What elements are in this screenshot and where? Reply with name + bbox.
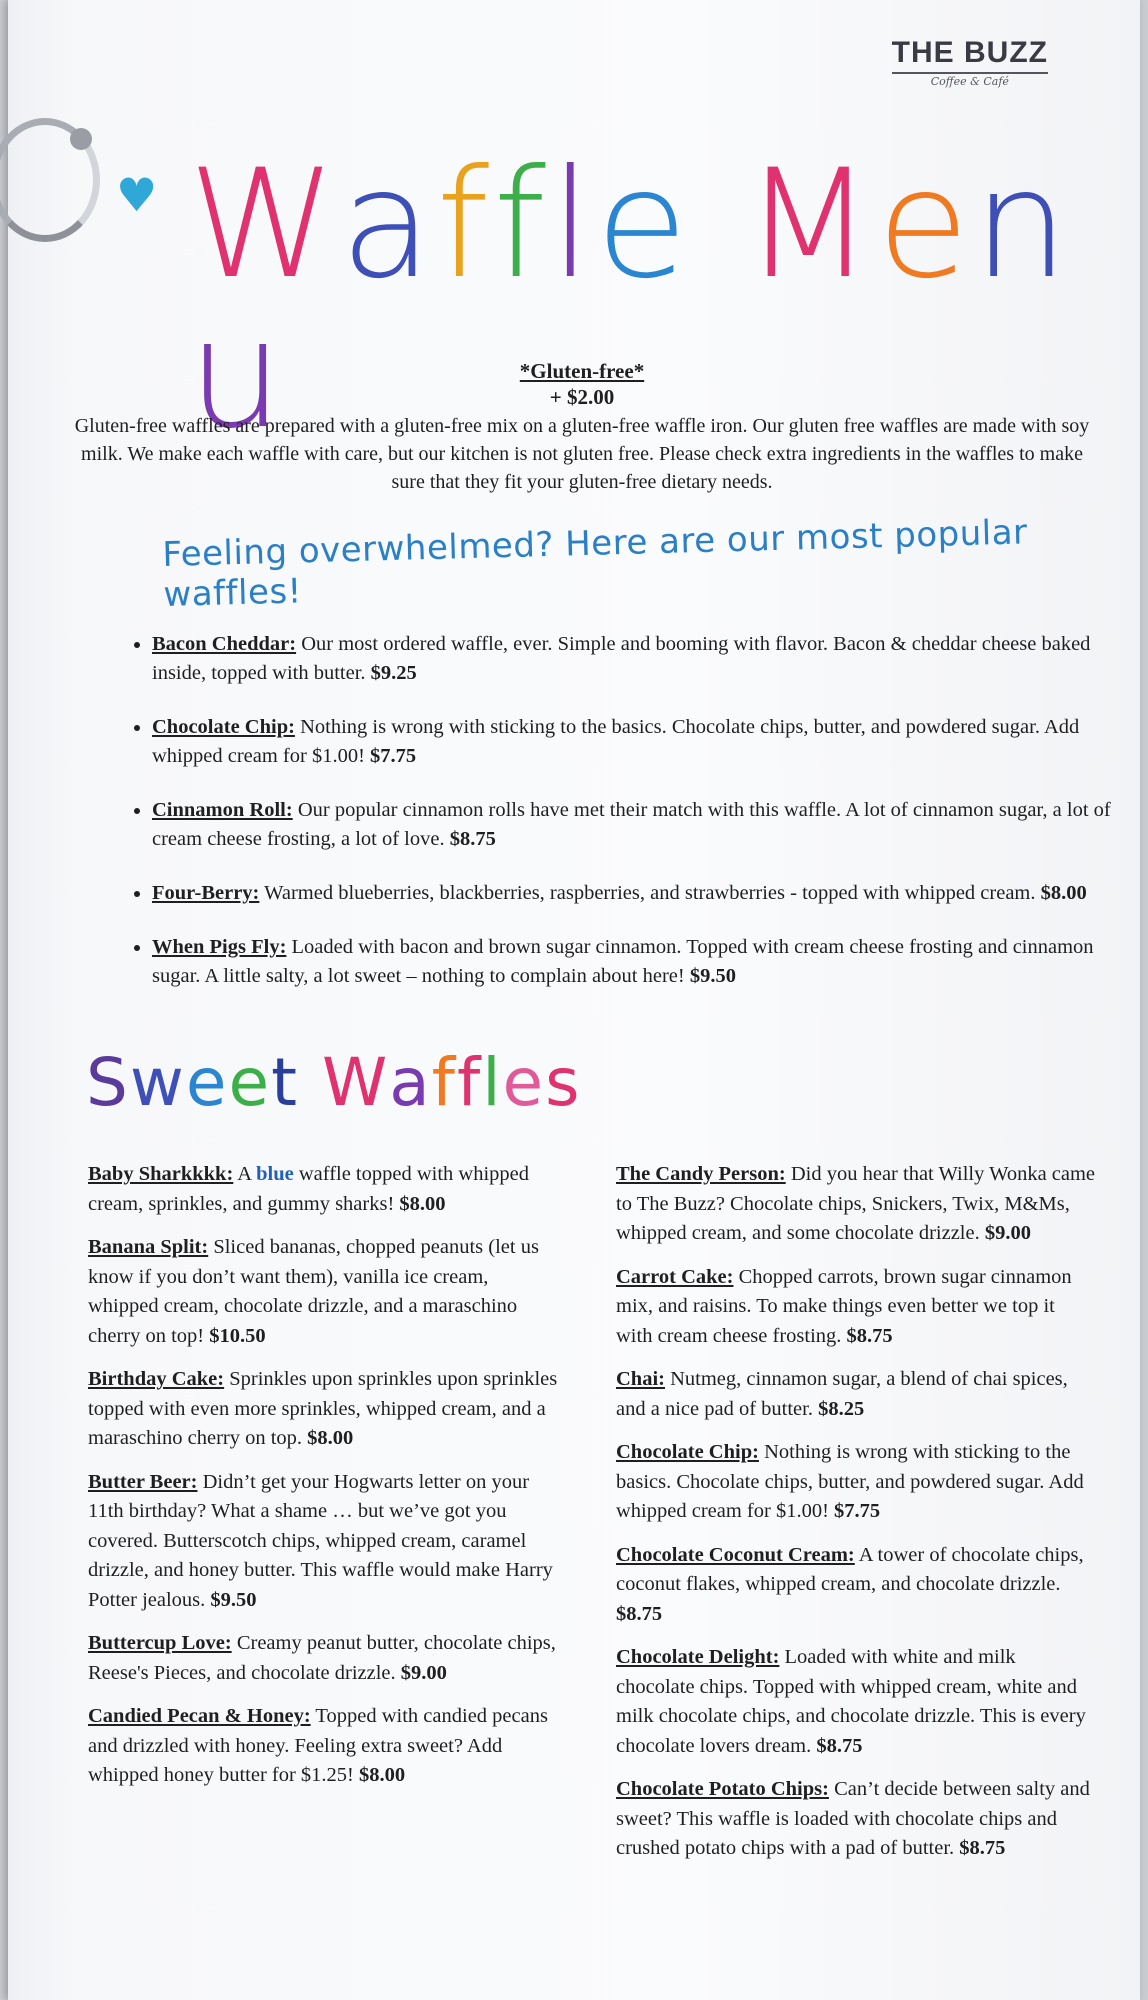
title-letter: a <box>340 138 437 312</box>
item-price: $7.75 <box>834 1500 881 1522</box>
item-name: Chocolate Coconut Cream: <box>616 1543 855 1566</box>
list-item <box>152 879 1142 908</box>
item-description: Our popular cinnamon rolls have met their match with this waffle. A lot of cinnamon sugar, a lot of cream cheese frosting, a lot of love. <box>152 799 1111 850</box>
menu-item <box>88 1233 558 1351</box>
item-description: Creamy peanut butter, chocolate chips, Reese's Pieces, and chocolate drizzle. <box>88 1632 556 1684</box>
logo-main-text: THE BUZZ <box>891 36 1048 69</box>
item-price: $8.75 <box>816 1734 863 1757</box>
item-price: $9.50 <box>210 1588 257 1611</box>
item-name: Chai: <box>616 1368 665 1390</box>
title-letter: e <box>595 138 692 312</box>
punch-hole <box>70 128 92 150</box>
cafe-logo <box>892 36 1048 88</box>
title-letter: l <box>549 138 596 312</box>
menu-item <box>88 1702 558 1791</box>
item-name: Four-Berry: <box>152 882 260 904</box>
item-price: $7.75 <box>370 745 417 767</box>
item-description: Nothing is wrong with sticking to the basics. Chocolate chips, butter, and powdered sugar. Add whipped cream for $1.00! <box>616 1441 1084 1522</box>
item-description: A <box>233 1163 257 1185</box>
item-description: Chopped carrots, brown sugar cinnamon mix, and raisins. To make things even better we top it with cream cheese frosting. <box>616 1265 1072 1347</box>
title-letter <box>692 150 744 300</box>
item-price: $8.75 <box>616 1602 663 1625</box>
item-name: Chocolate Delight: <box>616 1646 780 1668</box>
item-name: When Pigs Fly: <box>152 936 287 958</box>
item-price: $8.00 <box>399 1192 446 1215</box>
sweet-title-letter: S <box>86 1044 130 1121</box>
sweet-title-letter: e <box>502 1044 546 1121</box>
menu-item <box>616 1775 1096 1864</box>
menu-item <box>88 1468 558 1616</box>
sweet-title-letter: t <box>271 1044 299 1121</box>
sweet-title-letter: a <box>389 1044 432 1121</box>
gluten-free-section <box>8 358 1148 496</box>
sweet-title-letter: f <box>456 1044 483 1121</box>
item-description: Did you hear that Willy Wonka came to The Buzz? Chocolate chips, Snickers, Twix, M&Ms, whipped cream, and some chocolate drizzle. <box>616 1163 1096 1244</box>
item-price: $9.00 <box>400 1661 447 1684</box>
item-description: Sprinkles upon sprinkles upon sprinkles topped with even more sprinkles, whipped cream, and a maraschino cherry on top. <box>88 1368 558 1449</box>
item-name: Birthday Cake: <box>88 1368 225 1390</box>
item-price: $8.75 <box>846 1324 893 1347</box>
item-description: Can’t decide between salty and sweet? This waffle is loaded with chocolate chips and crushed potato chips with a pad of butter. <box>616 1778 1090 1859</box>
menu-item <box>616 1643 1096 1761</box>
item-name: Candied Pecan & Honey: <box>88 1705 311 1727</box>
sweet-title-letter <box>299 1050 322 1116</box>
title-letter: M <box>743 138 877 312</box>
menu-item <box>616 1438 1096 1527</box>
menu-page <box>8 0 1140 2000</box>
item-name: Buttercup Love: <box>88 1632 232 1654</box>
list-item <box>152 713 1142 771</box>
list-item <box>152 933 1142 991</box>
item-description: Our most ordered waffle, ever. Simple and booming with flavor. Bacon & cheddar cheese baked inside, topped with butter. <box>152 633 1091 684</box>
heart-icon: ♥ <box>116 168 158 222</box>
item-name: Chocolate Chip: <box>152 716 295 738</box>
sweet-title-letter: f <box>431 1044 457 1121</box>
title-letter: f <box>493 138 550 312</box>
sweet-title-letter: w <box>129 1044 186 1121</box>
item-price: $9.00 <box>984 1222 1031 1244</box>
item-description: Didn’t get your Hogwarts letter on your 11th birthday? What a shame … but we’ve got you covered. Butterscotch chips, whipped cream, caramel drizzle, and honey butter. This waffle would make Harry Potter jealous. <box>88 1470 553 1611</box>
menu-item <box>88 1160 558 1219</box>
sweet-title-letter: s <box>545 1044 582 1121</box>
menu-item <box>88 1365 558 1454</box>
sweet-title-letter: W <box>321 1044 390 1121</box>
menu-item <box>616 1365 1096 1424</box>
item-name: Baby Sharkkkk: <box>88 1163 234 1185</box>
menu-item <box>616 1541 1096 1630</box>
menu-item <box>616 1160 1096 1249</box>
sweet-waffles-left-column <box>88 1160 558 1805</box>
item-name: Chocolate Potato Chips: <box>616 1778 829 1800</box>
item-description: Warmed blueberries, blackberries, raspberries, and strawberries - topped with whipped cream. <box>259 882 1041 904</box>
item-description: Loaded with white and milk chocolate chips. Topped with whipped cream, white and milk chocolate chips, and chocolate drizzle. This is every chocolate lovers dream. <box>616 1646 1086 1757</box>
item-name: Carrot Cake: <box>616 1265 734 1288</box>
item-name: Bacon Cheddar: <box>152 633 297 655</box>
list-item <box>152 630 1142 688</box>
logo-sub-text: Coffee & Café <box>892 72 1048 88</box>
item-name: Butter Beer: <box>88 1470 198 1493</box>
popular-waffles-list <box>108 630 1142 1016</box>
sweet-title-letter: e <box>185 1044 229 1121</box>
title-letter: e <box>876 138 974 312</box>
item-description: Nutmeg, cinnamon sugar, a blend of chai spices, and a nice pad of butter. <box>616 1368 1068 1420</box>
item-highlight: blue <box>256 1163 294 1185</box>
gluten-free-description: Gluten-free waffles are prepared with a gluten-free mix on a gluten-free waffle iron. Our gluten free waffles are made with soy milk. We make each waffle with care, but our kitchen is not gluten free. Please check extra ingredients in the waffles to make sure that they fit your gluten-free dietary needs. <box>74 415 1090 493</box>
item-price: $10.50 <box>209 1324 266 1347</box>
title-letter: u <box>188 288 288 462</box>
menu-item <box>616 1263 1096 1352</box>
item-price: $8.00 <box>359 1764 406 1786</box>
item-name: Banana Split: <box>88 1236 209 1258</box>
sweet-title-letter: e <box>228 1044 272 1121</box>
item-description: waffle topped with whipped cream, sprinkles, and gummy sharks! <box>88 1163 530 1215</box>
item-price: $9.50 <box>689 965 736 987</box>
item-price: $8.00 <box>307 1427 354 1449</box>
title-letter: f <box>436 138 494 312</box>
item-description: Topped with candied pecans and drizzled with honey. Feeling extra sweet? Add whipped honey butter for $1.25! <box>88 1705 548 1786</box>
list-item <box>152 796 1142 854</box>
menu-item <box>88 1629 558 1688</box>
item-description: Nothing is wrong with sticking to the basics. Chocolate chips, butter, and powdered sugar. Add whipped cream for $1.00! <box>152 716 1080 767</box>
item-description: A tower of chocolate chips, coconut flakes, whipped cream, and chocolate drizzle. <box>616 1543 1084 1595</box>
sweet-title-letter: l <box>482 1044 503 1121</box>
item-price: $8.00 <box>1040 882 1087 904</box>
item-name: Cinnamon Roll: <box>152 799 293 821</box>
sweet-waffles-right-column <box>616 1160 1096 1878</box>
title-letter: n <box>973 138 1073 312</box>
popular-heading: Feeling overwhelmed? Here are our most popular waffles! <box>161 512 1029 615</box>
item-description: Loaded with bacon and brown sugar cinnamon. Topped with cream cheese frosting and cinnamon sugar. A little salty, a lot sweet – nothing to complain about here! <box>152 936 1094 987</box>
item-price: $8.25 <box>818 1397 865 1420</box>
item-price: $9.25 <box>370 662 417 684</box>
sweet-waffles-heading <box>86 1044 582 1121</box>
title-letter: W <box>188 138 341 312</box>
item-price: $8.75 <box>449 828 496 850</box>
item-name: The Candy Person: <box>616 1163 786 1185</box>
gluten-free-title: *Gluten-free* <box>519 359 645 383</box>
item-name: Chocolate Chip: <box>616 1441 759 1463</box>
gluten-free-price: + $2.00 <box>549 385 615 409</box>
item-description: Sliced bananas, chopped peanuts (let us know if you don’t want them), vanilla ice cream, whipped cream, chocolate drizzle, and a maraschino cherry on top! <box>88 1236 539 1347</box>
item-price: $8.75 <box>959 1837 1006 1859</box>
